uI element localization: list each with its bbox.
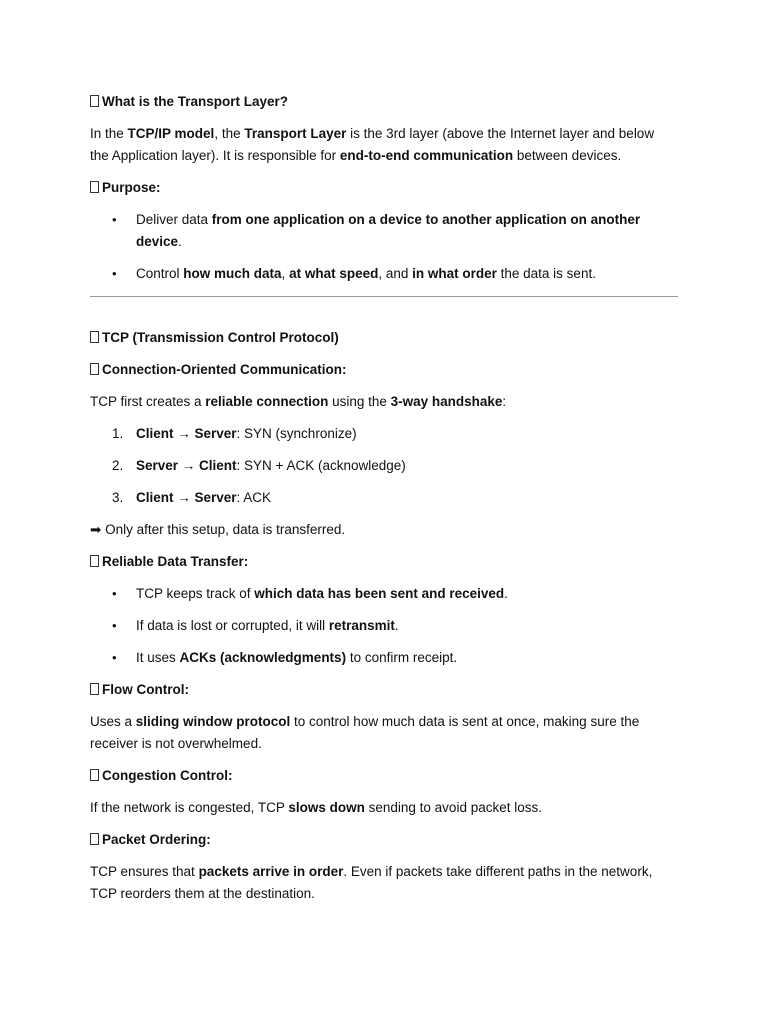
handshake-step-3: 3. Client → Server: ACK — [112, 490, 272, 505]
bullet-marker: • — [112, 266, 117, 281]
packet-ordering-line1: TCP ensures that packets arrive in order. Even if packets take different paths in the network, — [90, 864, 653, 879]
bullet-marker: • — [112, 650, 117, 665]
flow-control-line1: Uses a sliding window protocol to control how much data is sent at once, making sure the — [90, 714, 640, 729]
section-heading-packet-ordering: Packet Ordering: — [90, 829, 678, 851]
reliable-bullet-3: It uses ACKs (acknowledgments) to confirm receipt. — [136, 650, 458, 665]
missing-glyph-icon — [90, 833, 99, 845]
bullet-marker: • — [112, 212, 117, 227]
congestion-control-text: If the network is congested, TCP slows down sending to avoid packet loss. — [90, 800, 542, 815]
right-arrow-icon: ➡ — [90, 522, 102, 537]
handshake-after-note: ➡ Only after this setup, data is transferred. — [90, 519, 678, 541]
purpose-bullet-2: Control how much data, at what speed, and in what order the data is sent. — [136, 266, 596, 281]
missing-glyph-icon — [90, 331, 99, 343]
section-heading-reliable-transfer: Reliable Data Transfer: — [90, 551, 678, 573]
section-heading-tcp: TCP (Transmission Control Protocol) — [90, 327, 678, 349]
purpose-bullet-1-continued: device. — [136, 234, 182, 249]
reliable-bullet-2: If data is lost or corrupted, it will retransmit. — [136, 618, 399, 633]
bullet-marker: • — [112, 618, 117, 633]
paragraph-transport-layer-line1: In the TCP/IP model, the Transport Layer is the 3rd layer (above the Internet layer and below — [90, 126, 655, 141]
section-heading-transport-layer: What is the Transport Layer? — [90, 91, 678, 113]
missing-glyph-icon — [90, 181, 99, 193]
flow-control-line2: receiver is not overwhelmed. — [90, 736, 262, 751]
section-heading-flow-control: Flow Control: — [90, 679, 678, 701]
section-heading-connection-oriented: Connection-Oriented Communication: — [90, 359, 678, 381]
paragraph-transport-layer-line2: the Application layer). It is responsible for end-to-end communication between devices. — [90, 148, 622, 163]
missing-glyph-icon — [90, 363, 99, 375]
missing-glyph-icon — [90, 769, 99, 781]
missing-glyph-icon — [90, 95, 99, 107]
purpose-bullet-1: Deliver data from one application on a device to another application on another — [136, 212, 641, 227]
reliable-bullet-1: TCP keeps track of which data has been sent and received. — [136, 586, 508, 601]
bullet-marker: • — [112, 586, 117, 601]
handshake-step-1: 1. Client → Server: SYN (synchronize) — [112, 426, 357, 441]
missing-glyph-icon — [90, 555, 99, 567]
section-heading-congestion-control: Congestion Control: — [90, 765, 678, 787]
missing-glyph-icon — [90, 683, 99, 695]
handshake-step-2: 2. Server → Client: SYN + ACK (acknowledge) — [112, 458, 406, 473]
horizontal-rule — [90, 296, 678, 297]
section-heading-purpose: Purpose: — [90, 177, 678, 199]
packet-ordering-line2: TCP reorders them at the destination. — [90, 886, 315, 901]
handshake-intro: TCP first creates a reliable connection using the 3-way handshake: — [90, 394, 507, 409]
